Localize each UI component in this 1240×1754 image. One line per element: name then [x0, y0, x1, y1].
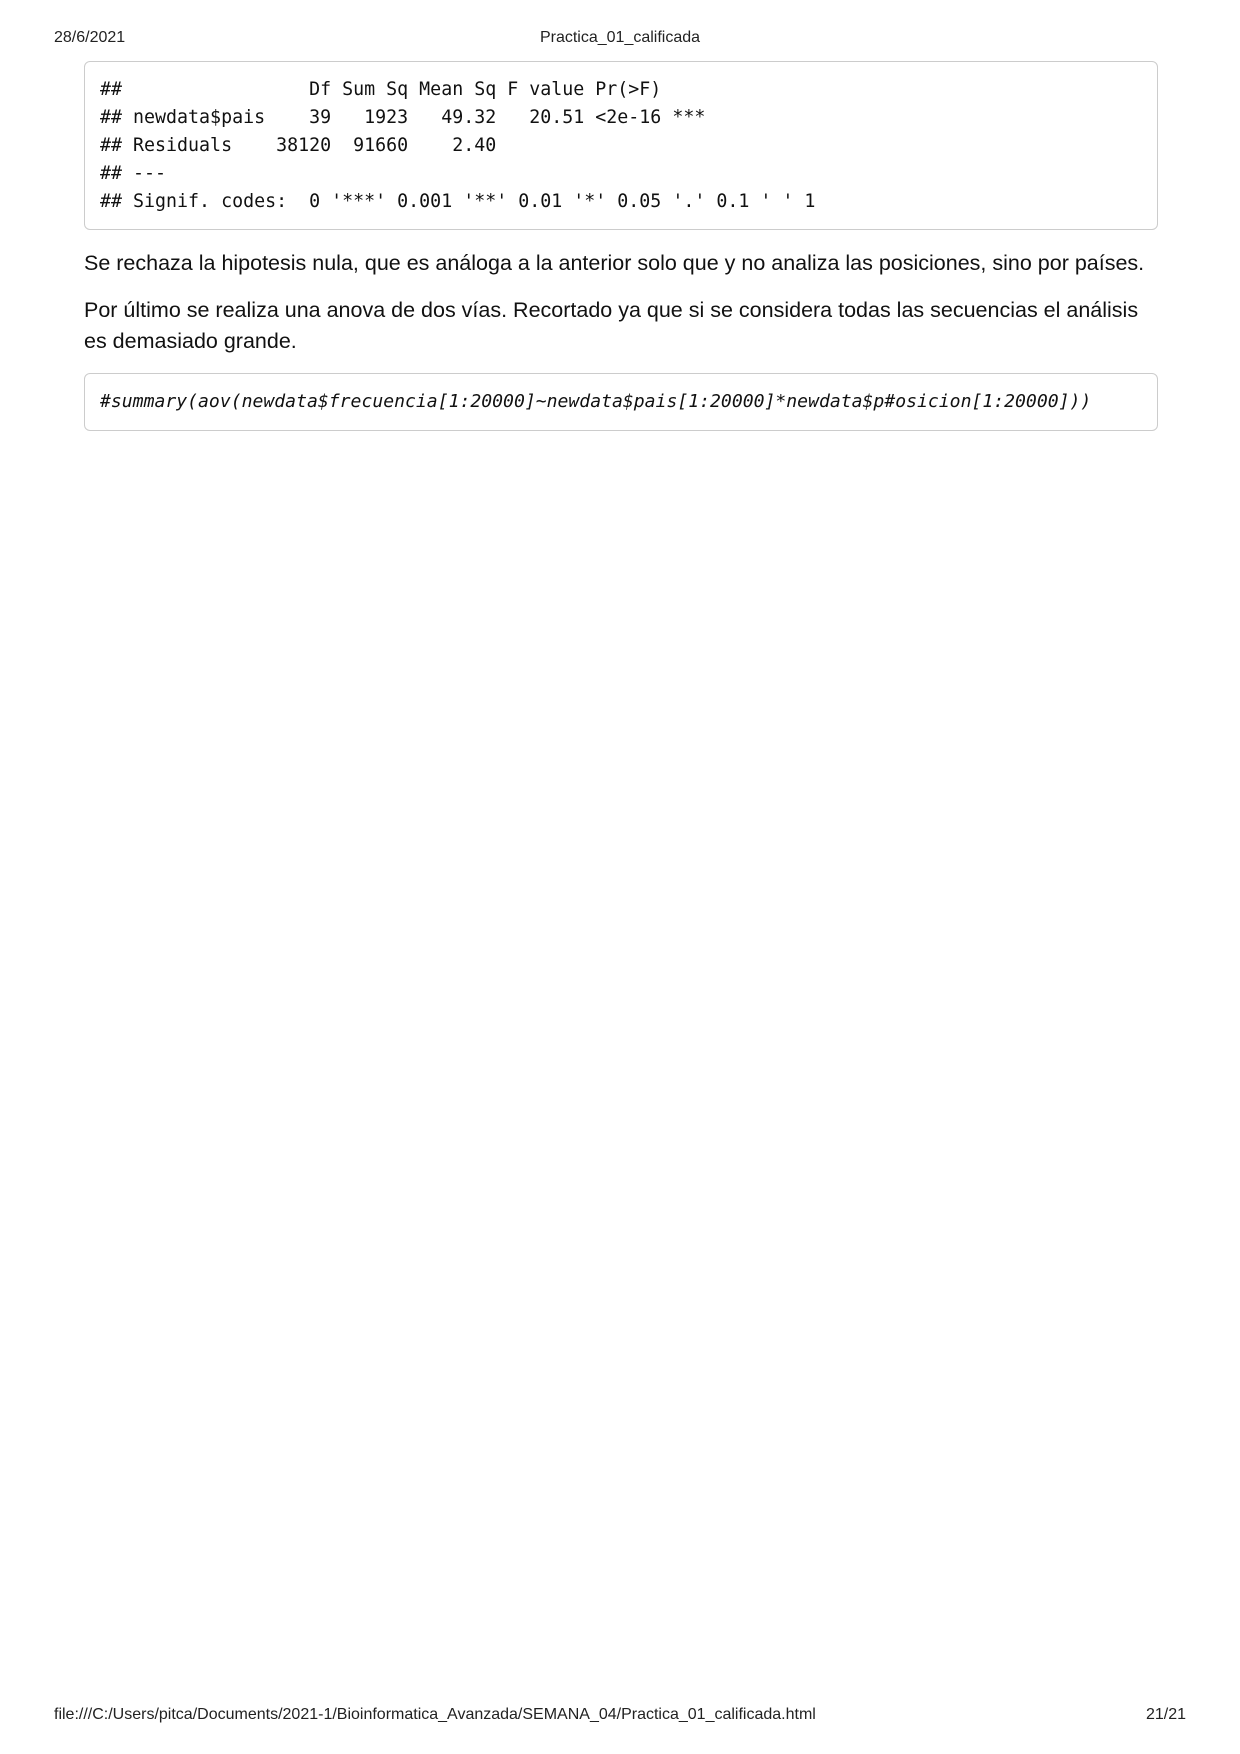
- print-header: [54, 29, 1186, 51]
- output-line: ## Signif. codes: 0 '***' 0.001 '**' 0.01 '*' 0.05 '.' 0.1 ' ' 1: [100, 191, 816, 212]
- output-line: ## Residuals 38120 91660 2.40: [100, 135, 497, 156]
- print-date: 28/6/2021: [54, 29, 126, 46]
- paragraph-null-hypothesis: Se rechaza la hipotesis nula, que es análoga a la anterior solo que y no analiza las posiciones, sino por países.: [84, 251, 1145, 275]
- source-code-line: #summary(aov(newdata$frecuencia[1:20000]~newdata$pais[1:20000]*newdata$p#osicion[1:20000])): [100, 391, 1092, 412]
- spacer: [84, 357, 1158, 373]
- document-content: [84, 61, 1158, 431]
- anova-output-block: [84, 61, 1158, 230]
- document-title: Practica_01_calificada: [539, 29, 701, 46]
- output-line: ## newdata$pais 39 1923 49.32 20.51 <2e-16 ***: [100, 107, 706, 128]
- page-number: 21/21: [1145, 1706, 1186, 1723]
- output-line: ## ---: [100, 163, 167, 184]
- file-url: file:///C:/Users/pitca/Documents/2021-1/Bioinformatica_Avanzada/SEMANA_04/Practica_01_calificada.html: [54, 1706, 816, 1723]
- print-footer: [54, 1706, 1186, 1728]
- paragraph-two-way-anova: Por último se realiza una anova de dos vías. Recortado ya que si se considera todas las secuencias el análisis es demasiado grande.: [84, 298, 1139, 353]
- output-line: ## Df Sum Sq Mean Sq F value Pr(>F): [100, 79, 662, 100]
- r-source-code-block: [84, 373, 1158, 431]
